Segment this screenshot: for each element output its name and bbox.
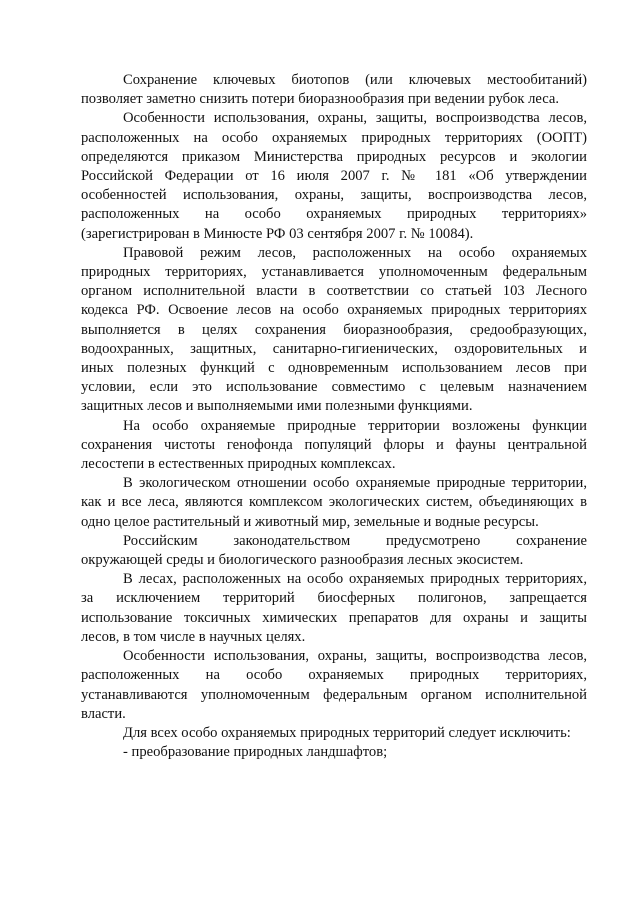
text-line: органом исполнительной власти в соответствии со статьей 103 Лесного xyxy=(81,283,587,300)
paragraph xyxy=(81,743,587,762)
paragraph xyxy=(81,474,587,532)
text-line: лесов, в том числе в научных целях. xyxy=(81,628,306,645)
text-line: природных территориях, устанавливается уполномоченным федеральным xyxy=(81,264,587,281)
text-line: сохранения чистоты генофонда популяций флоры и фауны центральной xyxy=(81,436,587,453)
text-line: Российским законодательством предусмотрено сохранение xyxy=(123,532,587,549)
text-line: водоохранных, защитных, санитарно-гигиенических, оздоровительных и xyxy=(81,340,587,357)
text-line: за исключением территорий биосферных полигонов, запрещается xyxy=(81,590,587,607)
text-line: расположенных на особо охраняемых природных территориях, xyxy=(81,667,587,684)
text-line: иных полезных функций с одновременным использованием лесов при xyxy=(81,360,587,377)
text-line: выполняется в целях сохранения биоразнообразия, средообразующих, xyxy=(81,321,587,338)
text-line: Особенности использования, охраны, защиты, воспроизводства лесов, xyxy=(123,110,587,127)
paragraph xyxy=(81,109,587,243)
text-line: На особо охраняемые природные территории возложены функции xyxy=(123,417,587,434)
paragraph xyxy=(81,417,587,475)
text-line: использование токсичных химических препаратов для охраны и защиты xyxy=(81,609,587,626)
text-line: (зарегистрирован в Минюсте РФ 03 сентября 2007 г. № 10084). xyxy=(81,225,474,242)
document-body xyxy=(81,71,587,762)
paragraph xyxy=(81,71,587,109)
paragraph xyxy=(81,724,587,743)
text-line: лесостепи в естественных природных комплексах. xyxy=(81,456,396,473)
text-line: Для всех особо охраняемых природных территорий следует исключить: xyxy=(123,724,571,741)
text-line: В лесах, расположенных на особо охраняемых природных территориях, xyxy=(123,571,587,588)
text-line: определяются приказом Министерства природных ресурсов и экологии xyxy=(81,148,587,165)
text-line: расположенных на особо охраняемых природных территориях (ООПТ) xyxy=(81,129,587,146)
text-line: Особенности использования, охраны, защиты, воспроизводства лесов, xyxy=(123,648,587,665)
paragraph xyxy=(81,647,587,724)
text-line: особенностей использования, охраны, защиты, воспроизводства лесов, xyxy=(81,187,587,204)
text-line: как и все леса, являются комплексом экологических систем, объединяющих в xyxy=(81,494,587,511)
text-line: защитных лесов и выполняемыми ими полезными функциями. xyxy=(81,398,473,415)
text-line: Правовой режим лесов, расположенных на особо охраняемых xyxy=(123,244,587,261)
text-line: кодекса РФ. Освоение лесов на особо охраняемых природных территориях xyxy=(81,302,587,319)
text-line: Российской Федерации от 16 июля 2007 г. № 181 «Об утверждении xyxy=(81,168,587,185)
text-line: одно целое растительный и животный мир, земельные и водные ресурсы. xyxy=(81,513,539,530)
text-line: расположенных на особо охраняемых природных территориях» xyxy=(81,206,587,223)
paragraph xyxy=(81,570,587,647)
text-line: В экологическом отношении особо охраняемые природные территории, xyxy=(123,475,587,492)
text-line: устанавливаются уполномоченным федеральным органом исполнительной xyxy=(81,686,587,703)
paragraph xyxy=(81,244,587,417)
paragraph xyxy=(81,532,587,570)
text-line: Сохранение ключевых биотопов (или ключевых местообитаний) xyxy=(123,72,587,88)
text-line: - преобразование природных ландшафтов; xyxy=(123,744,388,761)
text-line: власти. xyxy=(81,705,126,722)
text-line: позволяет заметно снизить потери биоразнообразия при ведении рубок леса. xyxy=(81,91,560,108)
text-line: условии, если это использование совместимо с целевым назначением xyxy=(81,379,587,396)
text-line: окружающей среды и биологического разнообразия лесных экосистем. xyxy=(81,552,524,569)
